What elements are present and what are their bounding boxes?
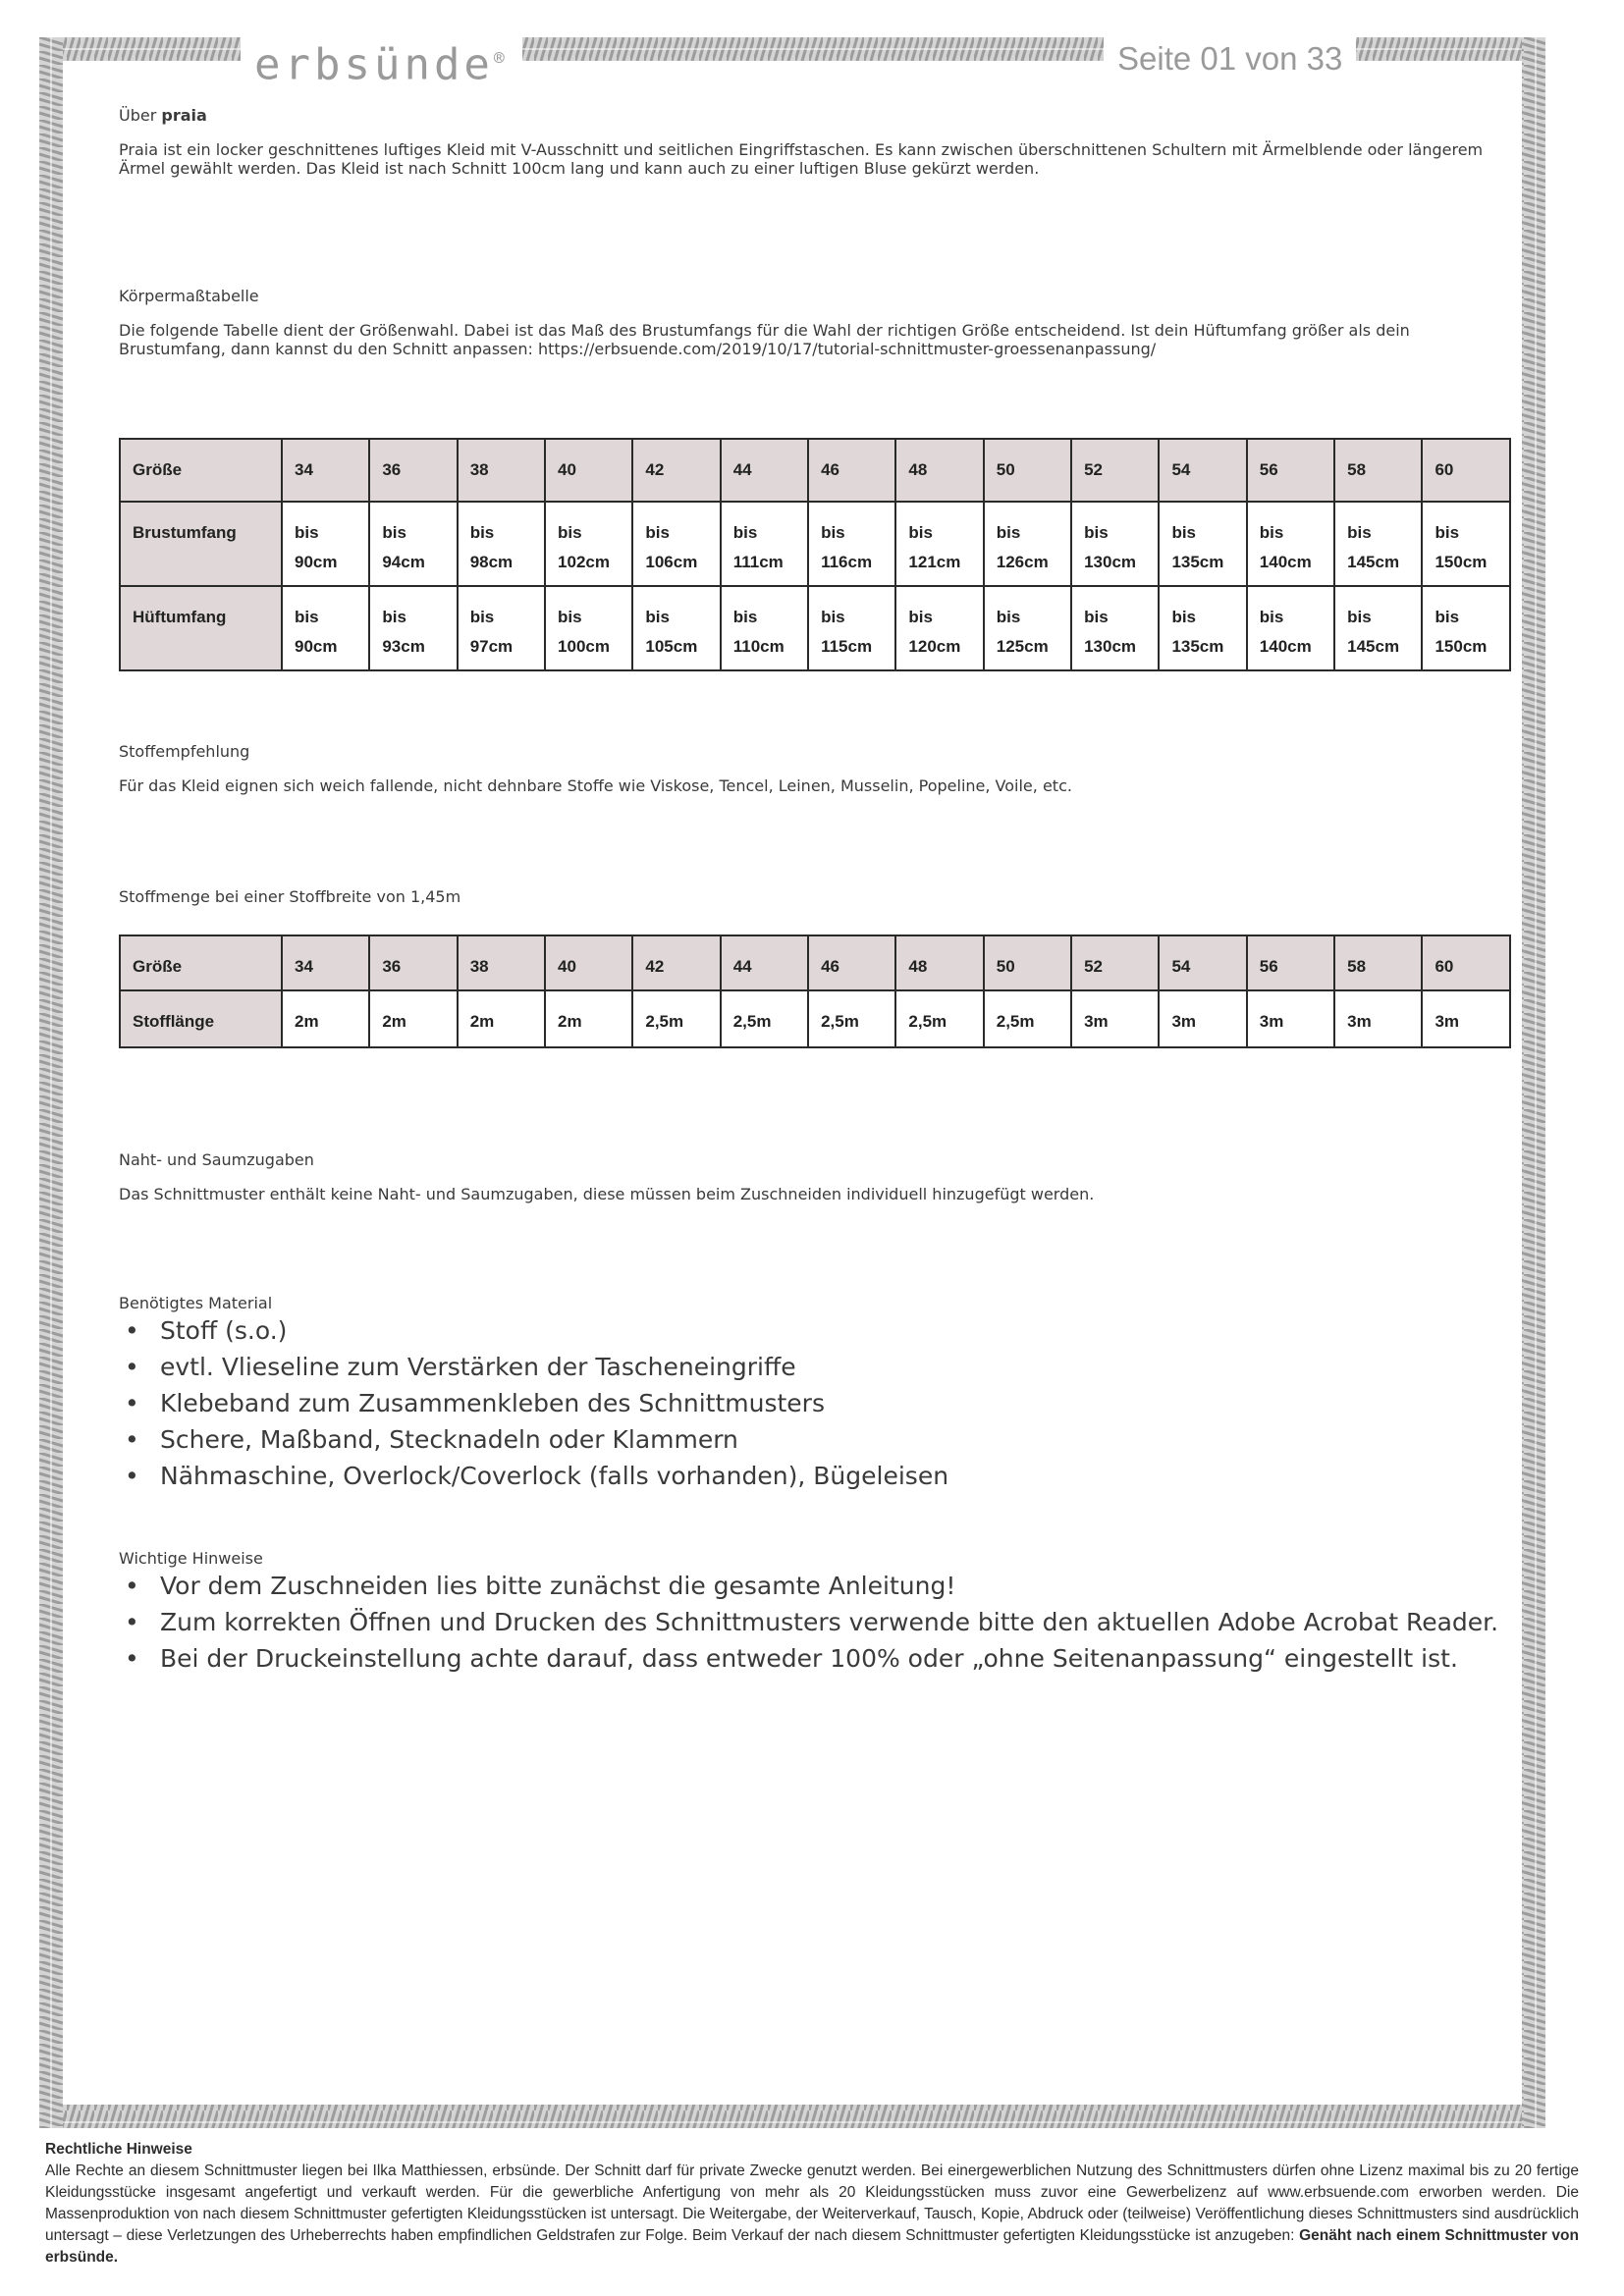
cell-prefix: bis — [821, 608, 845, 626]
cell-prefix: bis — [1435, 523, 1460, 542]
size-header-cell: 52 — [1071, 439, 1159, 502]
cell-value: 106cm — [645, 553, 698, 571]
table-cell — [721, 586, 808, 670]
size-header-cell: 42 — [632, 935, 720, 990]
list-item: • Vor dem Zuschneiden lies bitte zunächst die gesamte Anleitung! — [125, 1572, 956, 1600]
table-cell: 3m — [1071, 990, 1159, 1047]
table-cell — [545, 586, 632, 670]
legal-notice — [45, 2139, 1579, 2269]
about-heading: Über praia — [119, 106, 207, 125]
table-row — [120, 586, 1510, 670]
table-cell: 2m — [458, 990, 545, 1047]
table-cell — [984, 502, 1071, 586]
table-cell — [282, 586, 369, 670]
list-item: • Zum korrekten Öffnen und Drucken des Schnittmusters verwende bitte den aktuellen Adobe Acrobat Reader. — [125, 1608, 1499, 1636]
fabric-section — [119, 742, 1513, 811]
size-header-cell: 40 — [545, 439, 632, 502]
cell-prefix: bis — [295, 608, 319, 626]
cell-prefix: bis — [382, 608, 406, 626]
table-cell — [1071, 502, 1159, 586]
size-header-cell: 56 — [1247, 439, 1334, 502]
size-table-wrapper — [119, 438, 1513, 671]
size-header-cell: 56 — [1247, 935, 1334, 990]
table-row — [120, 502, 1510, 586]
table-cell: 2m — [545, 990, 632, 1047]
table-cell — [1071, 586, 1159, 670]
cell-prefix: bis — [558, 608, 582, 626]
list-item: • Bei der Druckeinstellung achte darauf, dass entweder 100% oder „ohne Seitenanpassung“ eingestellt ist. — [125, 1644, 1458, 1673]
size-header-cell: 58 — [1334, 935, 1422, 990]
fabric-amount-section — [119, 887, 1513, 906]
cell-value: 150cm — [1435, 553, 1488, 571]
table-cell — [721, 502, 808, 586]
table-cell — [1334, 586, 1422, 670]
table-cell: 3m — [1334, 990, 1422, 1047]
cell-prefix: bis — [469, 523, 495, 542]
measurements-text: Die folgende Tabelle dient der Größenwahl. Dabei ist das Maß des Brustumfangs für die Wahl der richtigen Größe entscheidend. Ist dein Hüftumfang größer als dein Brustumfang, dann kannst du den Schnitt anpassen: https://erbsuende.com/2019/10/17/tutorial-schnittmuster-groessenanpassung/ — [119, 321, 1410, 358]
cell-value: 121cm — [908, 553, 961, 571]
cell-value: 135cm — [1171, 553, 1224, 571]
seams-heading: Naht- und Saumzugaben — [119, 1150, 314, 1169]
size-header-cell: 44 — [721, 439, 808, 502]
cell-prefix: bis — [1171, 523, 1196, 542]
table-cell — [808, 502, 895, 586]
size-header-cell: 46 — [808, 439, 895, 502]
fabric-amount-heading: Stoffmenge bei einer Stoffbreite von 1,45m — [119, 887, 461, 906]
cell-prefix: bis — [645, 608, 670, 626]
table-cell: 3m — [1247, 990, 1334, 1047]
table-cell: 2,5m — [984, 990, 1071, 1047]
cell-prefix: bis — [821, 523, 845, 542]
cell-value: 93cm — [382, 637, 425, 656]
list-item: • Schere, Maßband, Stecknadeln oder Klammern — [125, 1425, 738, 1454]
cell-prefix: bis — [996, 523, 1021, 542]
page-indicator: Seite 01 von 33 — [1104, 29, 1356, 88]
cell-prefix: bis — [558, 523, 582, 542]
table-cell — [458, 502, 545, 586]
list-item: • evtl. Vlieseline zum Verstärken der Tascheneingriffe — [125, 1353, 796, 1381]
cell-prefix: bis — [1347, 523, 1372, 542]
table-cell — [282, 502, 369, 586]
size-header-cell: 36 — [369, 439, 457, 502]
cell-value: 100cm — [558, 637, 610, 656]
seams-section — [119, 1150, 1513, 1219]
cell-value: 116cm — [821, 553, 873, 571]
cell-value: 111cm — [732, 553, 784, 571]
about-section — [119, 106, 1513, 193]
size-header-cell: 60 — [1422, 935, 1510, 990]
material-list — [119, 1312, 1513, 1494]
cell-value: 130cm — [1084, 553, 1137, 571]
cell-value: 145cm — [1347, 637, 1400, 656]
cell-value: 94cm — [382, 553, 425, 571]
size-header-cell: 34 — [282, 935, 369, 990]
table-cell — [369, 586, 457, 670]
measurements-heading: Körpermaßtabelle — [119, 287, 259, 305]
size-header-cell: 44 — [721, 935, 808, 990]
cell-value: 145cm — [1347, 553, 1400, 571]
table-cell: 2,5m — [721, 990, 808, 1047]
cell-prefix: bis — [996, 608, 1021, 626]
cell-value: 98cm — [469, 553, 514, 571]
cell-value: 130cm — [1084, 637, 1137, 656]
notes-heading: Wichtige Hinweise — [119, 1549, 263, 1568]
cell-value: 140cm — [1259, 553, 1312, 571]
table-cell: 3m — [1422, 990, 1510, 1047]
cell-prefix: bis — [1259, 523, 1284, 542]
legal-text: Alle Rechte an diesem Schnittmuster liegen bei Ilka Matthiessen, erbsünde. Der Schnitt darf für private Zwecke genutzt werden. Bei einergewerblichen Nutzung des Schnittmusters dürfen ohne Lizenz maximal bis zu 20 fertige Kleidungsstücke insgesamt angefertigt und verkauft werden. Für die gewerbliche Anfertigung von mehr als 20 Kleidungsstücken muss zuvor eine Gewerbelizenz auf www.erbsuende.com erworben werden. Die Massenproduktion von nach diesem Schnittmuster gefertigten Kleidungsstücken ist untersagt. Die Weitergabe, der Weiterverkauf, Tausch, Kopie, Abdruck oder (teilweise) Veröffentlichung dieses Schnittmusters sind ausdrücklich untersagt – diese Verletzungen des Urheberrechts haben empfindlichen Geldstrafen zur Folge. Beim Verkauf der nach diesem Schnittmuster gefertigten Kleidungsstücke ist anzugeben: — [45, 2163, 1579, 2244]
row-label-cell: Brustumfang — [120, 502, 282, 586]
table-cell: 2m — [369, 990, 457, 1047]
about-text: Praia ist ein locker geschnittenes luftiges Kleid mit V-Ausschnitt und seitlichen Eingriffstaschen. Es kann zwischen überschnittenen Schultern mit Ärmelblende oder längerem Ärmel gewählt werden. Das Kleid ist nach Schnitt 100cm lang und kann auch zu einer luftigen Bluse gekürzt werden. — [119, 140, 1484, 178]
cell-prefix: bis — [1084, 608, 1109, 626]
table-cell — [895, 502, 983, 586]
size-header-cell: 54 — [1159, 439, 1246, 502]
seams-text: Das Schnittmuster enthält keine Naht- und Saumzugaben, diese müssen beim Zuschneiden individuell hinzugefügt werden. — [119, 1185, 1095, 1203]
size-measurement-table — [119, 438, 1511, 671]
brand-logo: erbsünde® — [241, 29, 522, 88]
size-header-cell: 46 — [808, 935, 895, 990]
cell-value: 90cm — [295, 553, 338, 571]
row-label-cell: Stofflänge — [120, 990, 282, 1047]
table-header-cell: Größe — [120, 935, 282, 990]
size-header-cell: 36 — [369, 935, 457, 990]
cell-value: 150cm — [1435, 637, 1488, 656]
table-cell — [632, 502, 720, 586]
cell-prefix: bis — [469, 608, 495, 626]
list-item: • Klebeband zum Zusammenkleben des Schnittmusters — [125, 1389, 825, 1417]
table-cell — [895, 586, 983, 670]
list-item: • Stoff (s.o.) — [125, 1316, 288, 1345]
cell-value: 97cm — [469, 637, 514, 656]
table-cell — [984, 586, 1071, 670]
table-cell — [1159, 502, 1246, 586]
size-header-cell: 50 — [984, 439, 1071, 502]
notes-section — [119, 1549, 1513, 1677]
cell-prefix: bis — [732, 523, 758, 542]
table-cell — [1159, 586, 1246, 670]
cell-prefix: bis — [645, 523, 670, 542]
cell-prefix: bis — [908, 608, 933, 626]
table-cell — [1334, 502, 1422, 586]
cell-value: 140cm — [1259, 637, 1312, 656]
table-cell — [545, 502, 632, 586]
table-cell: 2,5m — [895, 990, 983, 1047]
material-section — [119, 1294, 1513, 1494]
cell-prefix: bis — [1171, 608, 1196, 626]
cell-prefix: bis — [732, 608, 758, 626]
fabric-amount-table — [119, 934, 1511, 1048]
table-cell: 2,5m — [632, 990, 720, 1047]
fabric-heading: Stoffempfehlung — [119, 742, 250, 761]
cell-value: 110cm — [732, 637, 785, 656]
material-heading: Benötigtes Material — [119, 1294, 273, 1312]
size-header-cell: 50 — [984, 935, 1071, 990]
list-item: • Nähmaschine, Overlock/Coverlock (falls vorhanden), Bügeleisen — [125, 1462, 949, 1490]
measurements-section — [119, 287, 1513, 374]
table-row — [120, 990, 1510, 1047]
cell-value: 90cm — [295, 637, 338, 656]
size-header-cell: 60 — [1422, 439, 1510, 502]
size-header-cell: 42 — [632, 439, 720, 502]
table-cell — [1247, 586, 1334, 670]
size-header-cell: 58 — [1334, 439, 1422, 502]
table-cell — [1247, 502, 1334, 586]
cell-prefix: bis — [1084, 523, 1109, 542]
legal-label-text: Genäht nach einem Schnittmuster von erbsünde. — [45, 2227, 1579, 2266]
size-header-cell: 38 — [458, 439, 545, 502]
table-cell: 2,5m — [808, 990, 895, 1047]
cell-value: 105cm — [645, 637, 698, 656]
cell-value: 125cm — [996, 637, 1049, 656]
table-cell — [458, 586, 545, 670]
size-header-cell: 38 — [458, 935, 545, 990]
size-header-cell: 54 — [1159, 935, 1246, 990]
size-header-cell: 34 — [282, 439, 369, 502]
cell-prefix: bis — [295, 523, 319, 542]
notes-list — [119, 1568, 1513, 1677]
table-cell: 2m — [282, 990, 369, 1047]
cell-value: 126cm — [996, 553, 1049, 571]
cell-value: 120cm — [908, 637, 961, 656]
cell-value: 115cm — [821, 637, 873, 656]
cell-prefix: bis — [382, 523, 406, 542]
cell-value: 102cm — [558, 553, 610, 571]
table-cell — [1422, 502, 1510, 586]
table-cell — [1422, 586, 1510, 670]
table-header-cell: Größe — [120, 439, 282, 502]
size-header-cell: 48 — [895, 439, 983, 502]
fabric-amount-table-wrapper — [119, 934, 1513, 1048]
table-cell — [369, 502, 457, 586]
table-cell — [808, 586, 895, 670]
size-header-cell: 48 — [895, 935, 983, 990]
size-header-cell: 52 — [1071, 935, 1159, 990]
cell-value: 135cm — [1171, 637, 1224, 656]
cell-prefix: bis — [1347, 608, 1372, 626]
table-cell: 3m — [1159, 990, 1246, 1047]
size-header-cell: 40 — [545, 935, 632, 990]
cell-prefix: bis — [1435, 608, 1460, 626]
cell-prefix: bis — [1259, 608, 1284, 626]
fabric-text: Für das Kleid eignen sich weich fallende, nicht dehnbare Stoffe wie Viskose, Tencel, Leinen, Musselin, Popeline, Voile, etc. — [119, 776, 1072, 795]
legal-title: Rechtliche Hinweise — [45, 2141, 192, 2158]
cell-prefix: bis — [908, 523, 933, 542]
row-label-cell: Hüftumfang — [120, 586, 282, 670]
table-cell — [632, 586, 720, 670]
